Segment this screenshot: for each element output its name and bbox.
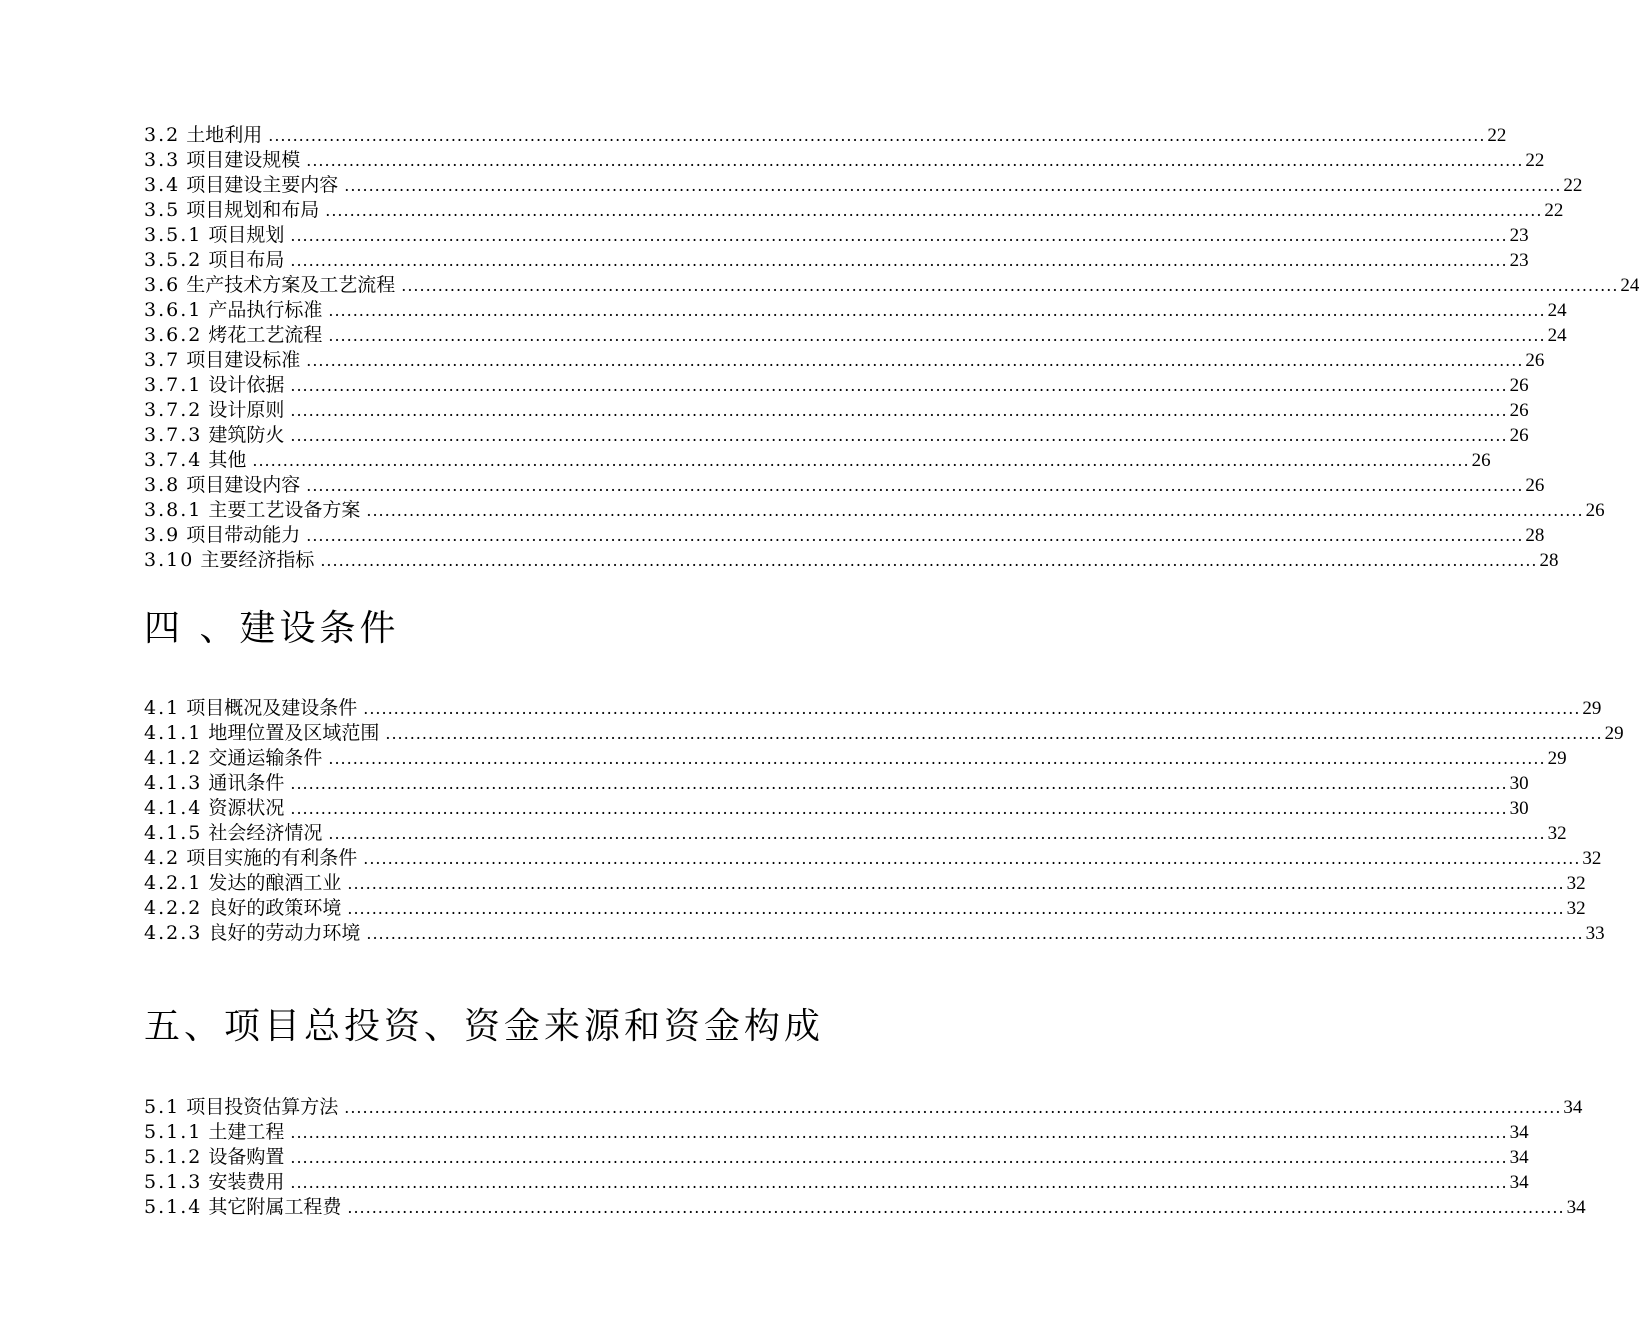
toc-dot-leader: ........................................................................................................................................................................................................ [366, 501, 1584, 520]
toc-entry-title: 烤花工艺流程 [208, 324, 323, 346]
section-heading-4: 四 、建设条件 [144, 608, 400, 649]
toc-entry-title: 其他 [208, 449, 247, 471]
toc-dot-leader: ........................................................................................................................................................................................................ [290, 1123, 1508, 1142]
toc-entry-title: 项目布局 [208, 249, 285, 271]
toc-entry-title: 通讯条件 [208, 772, 285, 794]
toc-entry-page: 22 [1544, 200, 1564, 221]
toc-entry[interactable] [144, 871, 1586, 896]
toc-entry-number: 4.1 [144, 697, 181, 719]
toc-entry-page: 29 [1582, 698, 1602, 719]
toc-dot-leader: ........................................................................................................................................................................................................ [306, 526, 1524, 545]
toc-entry-page: 34 [1509, 1172, 1529, 1193]
toc-entry-page: 26 [1509, 425, 1529, 446]
toc-entry-number: 3.6 [144, 274, 181, 296]
toc-entry-page: 34 [1509, 1122, 1529, 1143]
toc-entry-page: 33 [1585, 923, 1605, 944]
toc-dot-leader: ........................................................................................................................................................................................................ [306, 476, 1524, 495]
toc-entry-title: 设计原则 [208, 399, 285, 421]
toc-entry-title: 其它附属工程费 [208, 1196, 342, 1218]
toc-entry[interactable] [144, 1195, 1586, 1220]
toc-entry-title: 良好的政策环境 [208, 897, 342, 919]
toc-entry-title: 设备购置 [208, 1146, 285, 1168]
toc-entry[interactable] [144, 696, 1602, 721]
toc-entry-page: 23 [1509, 250, 1529, 271]
toc-entry-page: 29 [1604, 723, 1624, 744]
toc-entry[interactable] [144, 896, 1586, 921]
toc-entry-title: 土建工程 [208, 1121, 285, 1143]
toc-entry-title: 地理位置及区域范围 [208, 722, 380, 744]
toc-entry-title: 项目建设标准 [186, 349, 301, 371]
toc-entry[interactable] [144, 1145, 1529, 1170]
toc-entry-number: 3.5.1 [144, 224, 203, 246]
toc-entry-title: 项目建设主要内容 [186, 174, 339, 196]
toc-entry-number: 4.2.2 [144, 897, 203, 919]
toc-entry-title: 良好的劳动力环境 [208, 922, 361, 944]
toc-entry[interactable] [144, 548, 1559, 573]
toc-entry[interactable] [144, 473, 1545, 498]
toc-entry[interactable] [144, 298, 1567, 323]
toc-entry-number: 3.9 [144, 524, 181, 546]
toc-entry-page: 29 [1547, 748, 1567, 769]
toc-entry-title: 土地利用 [186, 124, 263, 146]
toc-entry-title: 项目投资估算方法 [186, 1096, 339, 1118]
toc-entry-page: 32 [1566, 898, 1586, 919]
toc-entry-title: 项目带动能力 [186, 524, 301, 546]
toc-entry-number: 3.6.1 [144, 299, 203, 321]
toc-entry-page: 26 [1525, 350, 1545, 371]
toc-entry[interactable] [144, 921, 1605, 946]
toc-entry[interactable] [144, 373, 1529, 398]
toc-dot-leader: ........................................................................................................................................................................................................ [290, 226, 1508, 245]
toc-entry[interactable] [144, 198, 1564, 223]
toc-dot-leader: ........................................................................................................................................................................................................ [306, 351, 1524, 370]
toc-block-section-5 [144, 1095, 1586, 1220]
toc-dot-leader: ........................................................................................................................................................................................................ [290, 401, 1508, 420]
toc-entry-title: 项目实施的有利条件 [186, 847, 358, 869]
toc-entry[interactable] [144, 846, 1602, 871]
toc-entry-number: 5.1.1 [144, 1121, 203, 1143]
toc-entry-page: 26 [1471, 450, 1491, 471]
toc-dot-leader: ........................................................................................................................................................................................................ [347, 874, 1565, 893]
toc-entry-page: 24 [1547, 325, 1567, 346]
toc-entry-number: 4.2.1 [144, 872, 203, 894]
toc-entry-page: 26 [1525, 475, 1545, 496]
toc-dot-leader: ........................................................................................................................................................................................................ [290, 251, 1508, 270]
toc-entry-title: 生产技术方案及工艺流程 [186, 274, 396, 296]
toc-entry-page: 34 [1566, 1197, 1586, 1218]
toc-entry-title: 社会经济情况 [208, 822, 323, 844]
toc-entry-number: 3.6.2 [144, 324, 203, 346]
toc-entry[interactable] [144, 721, 1624, 746]
toc-entry-number: 4.2.3 [144, 922, 203, 944]
toc-entry-number: 3.8.1 [144, 499, 203, 521]
toc-dot-leader: ........................................................................................................................................................................................................ [328, 824, 1546, 843]
toc-entry[interactable] [144, 348, 1545, 373]
toc-entry-title: 主要工艺设备方案 [208, 499, 361, 521]
toc-dot-leader: ........................................................................................................................................................................................................ [328, 326, 1546, 345]
toc-entry-number: 3.7.1 [144, 374, 203, 396]
toc-dot-leader: ........................................................................................................................................................................................................ [306, 151, 1524, 170]
toc-entry-title: 交通运输条件 [208, 747, 323, 769]
toc-entry-number: 3.8 [144, 474, 181, 496]
toc-dot-leader: ........................................................................................................................................................................................................ [252, 451, 1470, 470]
toc-entry-number: 5.1 [144, 1096, 181, 1118]
toc-entry[interactable] [144, 448, 1491, 473]
toc-entry-title: 安装费用 [208, 1171, 285, 1193]
toc-entry[interactable] [144, 523, 1545, 548]
toc-dot-leader: ........................................................................................................................................................................................................ [363, 849, 1581, 868]
toc-entry-title: 项目概况及建设条件 [186, 697, 358, 719]
toc-entry[interactable] [144, 223, 1529, 248]
toc-entry-title: 项目规划 [208, 224, 285, 246]
toc-dot-leader: ........................................................................................................................................................................................................ [344, 176, 1562, 195]
toc-entry-page: 26 [1585, 500, 1605, 521]
toc-entry-number: 4.2 [144, 847, 181, 869]
toc-block-section-4 [144, 696, 1624, 946]
toc-entry-page: 32 [1566, 873, 1586, 894]
toc-entry-page: 34 [1563, 1097, 1583, 1118]
toc-dot-leader: ........................................................................................................................................................................................................ [325, 201, 1543, 220]
toc-entry-page: 30 [1509, 773, 1529, 794]
toc-dot-leader: ........................................................................................................................................................................................................ [347, 1198, 1565, 1217]
toc-entry-page: 23 [1509, 225, 1529, 246]
toc-dot-leader: ........................................................................................................................................................................................................ [363, 699, 1581, 718]
toc-entry-page: 32 [1582, 848, 1602, 869]
toc-entry[interactable] [144, 273, 1639, 298]
toc-entry-page: 22 [1563, 175, 1583, 196]
toc-entry-number: 4.1.3 [144, 772, 203, 794]
toc-dot-leader: ........................................................................................................................................................................................................ [290, 774, 1508, 793]
toc-entry[interactable] [144, 423, 1529, 448]
toc-dot-leader: ........................................................................................................................................................................................................ [290, 376, 1508, 395]
toc-dot-leader: ........................................................................................................................................................................................................ [344, 1098, 1562, 1117]
toc-entry-number: 5.1.2 [144, 1146, 203, 1168]
toc-entry-title: 建筑防火 [208, 424, 285, 446]
toc-entry-title: 项目建设规模 [186, 149, 301, 171]
toc-dot-leader: ........................................................................................................................................................................................................ [401, 276, 1619, 295]
toc-entry[interactable] [144, 821, 1567, 846]
toc-dot-leader: ........................................................................................................................................................................................................ [290, 426, 1508, 445]
toc-entry[interactable] [144, 498, 1605, 523]
toc-entry-page: 26 [1509, 375, 1529, 396]
toc-entry[interactable] [144, 796, 1529, 821]
toc-dot-leader: ........................................................................................................................................................................................................ [268, 126, 1486, 145]
toc-entry-number: 4.1.2 [144, 747, 203, 769]
toc-entry[interactable] [144, 248, 1529, 273]
toc-entry-number: 3.7.3 [144, 424, 203, 446]
toc-entry-number: 3.4 [144, 174, 181, 196]
toc-dot-leader: ........................................................................................................................................................................................................ [290, 799, 1508, 818]
toc-entry[interactable] [144, 123, 1507, 148]
toc-entry[interactable] [144, 1120, 1529, 1145]
toc-entry-page: 22 [1487, 125, 1507, 146]
toc-dot-leader: ........................................................................................................................................................................................................ [328, 301, 1546, 320]
toc-entry-number: 4.1.5 [144, 822, 203, 844]
toc-entry-page: 32 [1547, 823, 1567, 844]
toc-entry[interactable] [144, 1095, 1583, 1120]
toc-entry-page: 30 [1509, 798, 1529, 819]
toc-entry[interactable] [144, 771, 1529, 796]
toc-dot-leader: ........................................................................................................................................................................................................ [347, 899, 1565, 918]
toc-entry-number: 3.7.2 [144, 399, 203, 421]
toc-dot-leader: ........................................................................................................................................................................................................ [320, 551, 1538, 570]
toc-entry-title: 项目规划和布局 [186, 199, 320, 221]
toc-entry[interactable] [144, 746, 1567, 771]
toc-entry-title: 项目建设内容 [186, 474, 301, 496]
toc-entry-title: 主要经济指标 [200, 549, 315, 571]
toc-entry-number: 4.1.1 [144, 722, 203, 744]
toc-entry-number: 3.3 [144, 149, 181, 171]
toc-entry-title: 发达的酿酒工业 [208, 872, 342, 894]
toc-entry-page: 26 [1509, 400, 1529, 421]
toc-entry-page: 28 [1525, 525, 1545, 546]
section-heading-5: 五、项目总投资、资金来源和资金构成 [144, 1006, 825, 1047]
toc-dot-leader: ........................................................................................................................................................................................................ [290, 1173, 1508, 1192]
toc-entry-number: 3.2 [144, 124, 181, 146]
toc-entry-page: 24 [1547, 300, 1567, 321]
toc-entry-title: 产品执行标准 [208, 299, 323, 321]
toc-entry[interactable] [144, 323, 1567, 348]
toc-block-section-3 [144, 123, 1639, 573]
toc-dot-leader: ........................................................................................................................................................................................................ [385, 724, 1603, 743]
toc-entry-page: 24 [1620, 275, 1639, 296]
toc-entry-page: 28 [1539, 550, 1559, 571]
toc-entry-page: 22 [1525, 150, 1545, 171]
toc-entry-title: 设计依据 [208, 374, 285, 396]
toc-entry[interactable] [144, 1170, 1529, 1195]
toc-entry-number: 3.7.4 [144, 449, 203, 471]
toc-entry[interactable] [144, 398, 1529, 423]
toc-entry-number: 3.7 [144, 349, 181, 371]
toc-entry[interactable] [144, 148, 1545, 173]
toc-entry-title: 资源状况 [208, 797, 285, 819]
toc-entry-number: 4.1.4 [144, 797, 203, 819]
toc-dot-leader: ........................................................................................................................................................................................................ [366, 924, 1584, 943]
toc-entry-number: 3.10 [144, 549, 195, 571]
toc-dot-leader: ........................................................................................................................................................................................................ [290, 1148, 1508, 1167]
toc-dot-leader: ........................................................................................................................................................................................................ [328, 749, 1546, 768]
toc-entry-number: 5.1.3 [144, 1171, 203, 1193]
toc-entry-number: 5.1.4 [144, 1196, 203, 1218]
toc-entry-page: 34 [1509, 1147, 1529, 1168]
toc-entry-number: 3.5.2 [144, 249, 203, 271]
toc-entry-number: 3.5 [144, 199, 181, 221]
toc-entry[interactable] [144, 173, 1583, 198]
